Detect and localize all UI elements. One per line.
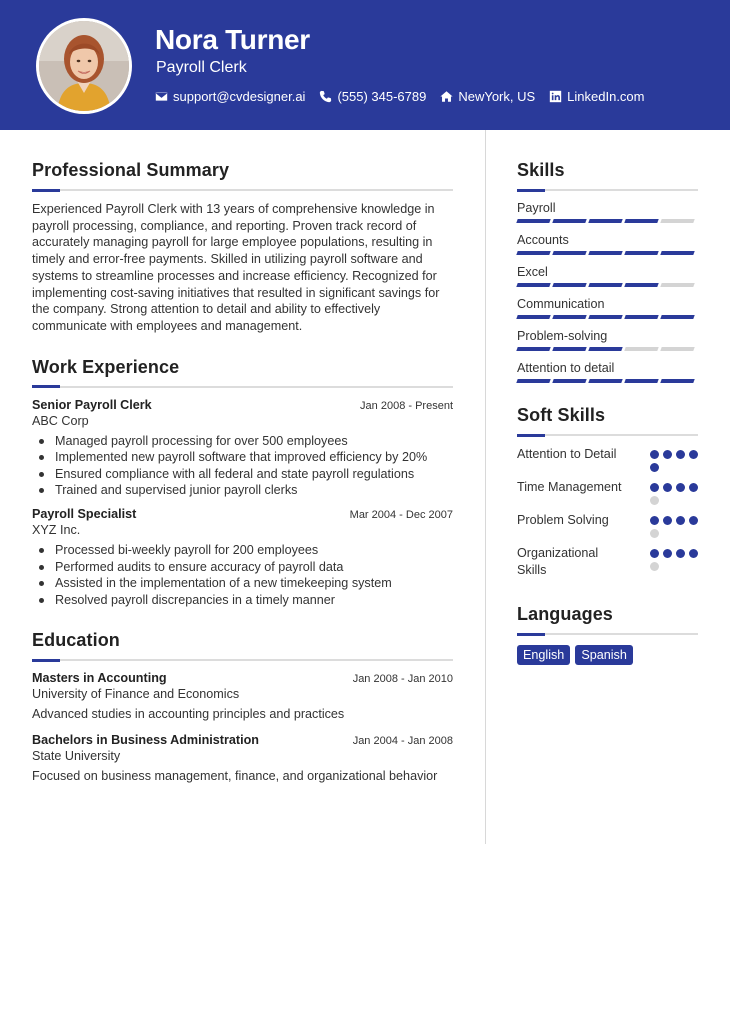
rating-dot: [650, 516, 659, 525]
skill-level-segment: [588, 251, 622, 255]
contact-location-text: NewYork, US: [458, 89, 536, 104]
rating-dot: [663, 549, 672, 558]
skill-level-segment: [660, 315, 694, 319]
job-role: Payroll Specialist: [32, 507, 137, 521]
contact-phone[interactable]: [319, 89, 426, 104]
skill-name: Excel: [517, 265, 548, 279]
section-rule: [517, 189, 698, 191]
rating-dot: [650, 463, 659, 472]
candidate-name: Nora Turner: [155, 24, 310, 55]
soft-skill-rating: [650, 446, 698, 472]
education-section: [32, 630, 453, 783]
portrait-image: [39, 21, 129, 111]
list-item: Assisted in the implementation of a new timekeeping system: [32, 575, 453, 592]
job-entry: [32, 398, 453, 499]
degree-name: Masters in Accounting: [32, 671, 167, 686]
rating-dot: [650, 549, 659, 558]
job-bullets: [32, 542, 453, 608]
skill-level-segment: [660, 219, 694, 223]
skill-level-segment: [624, 379, 658, 383]
skill-level-segment: [660, 251, 694, 255]
skill-level-bar: [517, 315, 698, 319]
section-rule: [32, 659, 453, 661]
skill-name: Problem-solving: [517, 329, 608, 343]
job-role: Senior Payroll Clerk: [32, 397, 152, 412]
rating-dot: [676, 516, 685, 525]
list-item: Ensured compliance with all federal and state payroll regulations: [32, 466, 453, 483]
skill-level-segment: [516, 315, 550, 319]
contact-linkedin-text: LinkedIn.com: [567, 89, 645, 104]
degree-name: Bachelors in Business Administration: [32, 733, 259, 748]
section-heading: Soft Skills: [517, 405, 606, 425]
rating-dot: [650, 483, 659, 492]
skill-item: [517, 329, 698, 351]
languages-section: [517, 604, 698, 665]
soft-skill-item: [517, 446, 698, 472]
skill-level-segment: [552, 379, 586, 383]
skill-name: Accounts: [517, 233, 569, 247]
soft-skills-section: [517, 405, 698, 578]
education-date: Jan 2004 - Jan 2008: [352, 735, 453, 748]
summary-text: Experienced Payroll Clerk with 13 years of comprehensive knowledge in payroll processing, compliance, and reporting. Proven track record of accurately managing payroll for large employee populations, resulting in timely and error-free payments. Skilled in utilizing payroll software and systems to streamline processes and increase efficiency. Recognized for implementing cost-saving initiatives that resulted in significant savings for the company. Strong attention to detail and ability to effectively communicate with employees and management.: [32, 202, 440, 333]
rating-dot: [689, 483, 698, 492]
skill-item: [517, 265, 698, 287]
skill-level-segment: [660, 379, 694, 383]
skill-level-bar: [517, 347, 698, 351]
soft-skill-name: Organizational Skills: [517, 546, 599, 577]
skill-level-segment: [516, 283, 550, 287]
school-name: University of Finance and Economics: [32, 687, 240, 702]
rating-dot: [663, 516, 672, 525]
section-rule: [32, 386, 453, 388]
education-description: Advanced studies in accounting principles and practices: [32, 707, 345, 722]
skill-item: [517, 201, 698, 223]
envelope-icon: [155, 90, 168, 103]
soft-skill-name: Attention to Detail: [517, 447, 617, 461]
rating-dot: [689, 450, 698, 459]
rating-dot: [650, 562, 659, 571]
skill-level-segment: [588, 283, 622, 287]
skill-level-segment: [516, 379, 550, 383]
skill-level-segment: [624, 219, 658, 223]
language-badge: English: [517, 645, 570, 665]
skill-level-segment: [624, 315, 658, 319]
section-heading: Work Experience: [32, 356, 180, 377]
contact-linkedin[interactable]: [549, 89, 644, 104]
skill-level-bar: [517, 219, 698, 223]
resume-header: [0, 0, 730, 130]
section-rule: [32, 189, 453, 191]
contact-list: [155, 89, 645, 104]
list-item: Performed audits to ensure accuracy of payroll data: [32, 559, 453, 576]
rating-dot: [676, 483, 685, 492]
contact-location: [440, 89, 535, 104]
list-item: Resolved payroll discrepancies in a timely manner: [32, 592, 453, 609]
skill-name: Communication: [517, 297, 605, 311]
skill-level-segment: [552, 219, 586, 223]
section-heading: Skills: [517, 160, 565, 180]
skill-level-bar: [517, 379, 698, 383]
skill-level-bar: [517, 251, 698, 255]
main-column: [32, 160, 453, 791]
rating-dot: [650, 529, 659, 538]
profile-photo: [36, 18, 132, 114]
job-company: ABC Corp: [32, 413, 89, 428]
skill-level-segment: [516, 347, 550, 351]
side-column: [517, 160, 698, 665]
skill-level-segment: [552, 347, 586, 351]
soft-skill-rating: [650, 479, 698, 505]
job-date: Mar 2004 - Dec 2007: [349, 509, 453, 521]
skill-level-segment: [552, 251, 586, 255]
rating-dot: [663, 483, 672, 492]
list-item: Trained and supervised junior payroll clerks: [32, 482, 453, 499]
skill-level-segment: [588, 379, 622, 383]
rating-dot: [676, 450, 685, 459]
soft-skill-item: [517, 545, 698, 578]
rating-dot: [650, 496, 659, 505]
school-name: State University: [32, 749, 121, 764]
languages-list: [517, 645, 698, 665]
section-rule: [517, 434, 698, 436]
language-badge: Spanish: [575, 645, 633, 665]
column-divider: [485, 130, 486, 844]
contact-email-text: support@cvdesigner.ai: [173, 89, 306, 104]
soft-skills-list: [517, 446, 698, 578]
list-item: Implemented new payroll software that improved efficiency by 20%: [32, 449, 453, 466]
skill-name: Attention to detail: [517, 361, 615, 375]
education-entry: [32, 733, 453, 783]
education-entry: [32, 671, 453, 721]
home-icon: [440, 90, 453, 103]
skill-level-segment: [624, 283, 658, 287]
soft-skill-item: [517, 512, 698, 538]
skill-name: Payroll: [517, 201, 556, 215]
rating-dot: [689, 549, 698, 558]
skill-level-segment: [624, 251, 658, 255]
skill-level-segment: [552, 283, 586, 287]
skills-section: [517, 160, 698, 383]
contact-email[interactable]: [155, 89, 305, 104]
rating-dot: [663, 450, 672, 459]
rating-dot: [689, 516, 698, 525]
soft-skill-name: Problem Solving: [517, 513, 609, 527]
skill-level-segment: [588, 347, 622, 351]
job-date: Jan 2008 - Present: [360, 399, 453, 412]
education-date: Jan 2008 - Jan 2010: [352, 673, 453, 686]
phone-icon: [319, 90, 332, 103]
skill-level-segment: [516, 219, 550, 223]
skill-item: [517, 361, 698, 383]
list-item: Processed bi-weekly payroll for 200 employees: [32, 542, 453, 559]
rating-dot: [676, 549, 685, 558]
job-company: XYZ Inc.: [32, 523, 81, 537]
skill-item: [517, 297, 698, 319]
section-heading: Languages: [517, 604, 613, 625]
summary-section: [32, 160, 453, 335]
education-description: Focused on business management, finance, and organizational behavior: [32, 769, 438, 784]
soft-skill-rating: [650, 545, 698, 578]
soft-skill-item: [517, 479, 698, 505]
soft-skill-rating: [650, 512, 698, 538]
skill-level-segment: [516, 251, 550, 255]
skill-level-bar: [517, 283, 698, 287]
skill-item: [517, 233, 698, 255]
job-bullets: [32, 433, 453, 499]
rating-dot: [650, 450, 659, 459]
section-rule: [517, 633, 698, 635]
skill-level-segment: [624, 347, 658, 351]
skill-level-segment: [588, 219, 622, 223]
section-heading: Professional Summary: [32, 160, 230, 180]
soft-skill-name: Time Management: [517, 480, 622, 494]
linkedin-icon: [549, 90, 562, 103]
skill-level-segment: [660, 347, 694, 351]
list-item: Managed payroll processing for over 500 employees: [32, 433, 453, 450]
job-entry: [32, 507, 453, 608]
section-heading: Education: [32, 630, 120, 651]
candidate-title: Payroll Clerk: [156, 59, 247, 76]
experience-section: [32, 357, 453, 609]
skills-list: [517, 201, 698, 383]
skill-level-segment: [588, 315, 622, 319]
contact-phone-text: (555) 345-6789: [337, 89, 427, 104]
skill-level-segment: [660, 283, 694, 287]
skill-level-segment: [552, 315, 586, 319]
